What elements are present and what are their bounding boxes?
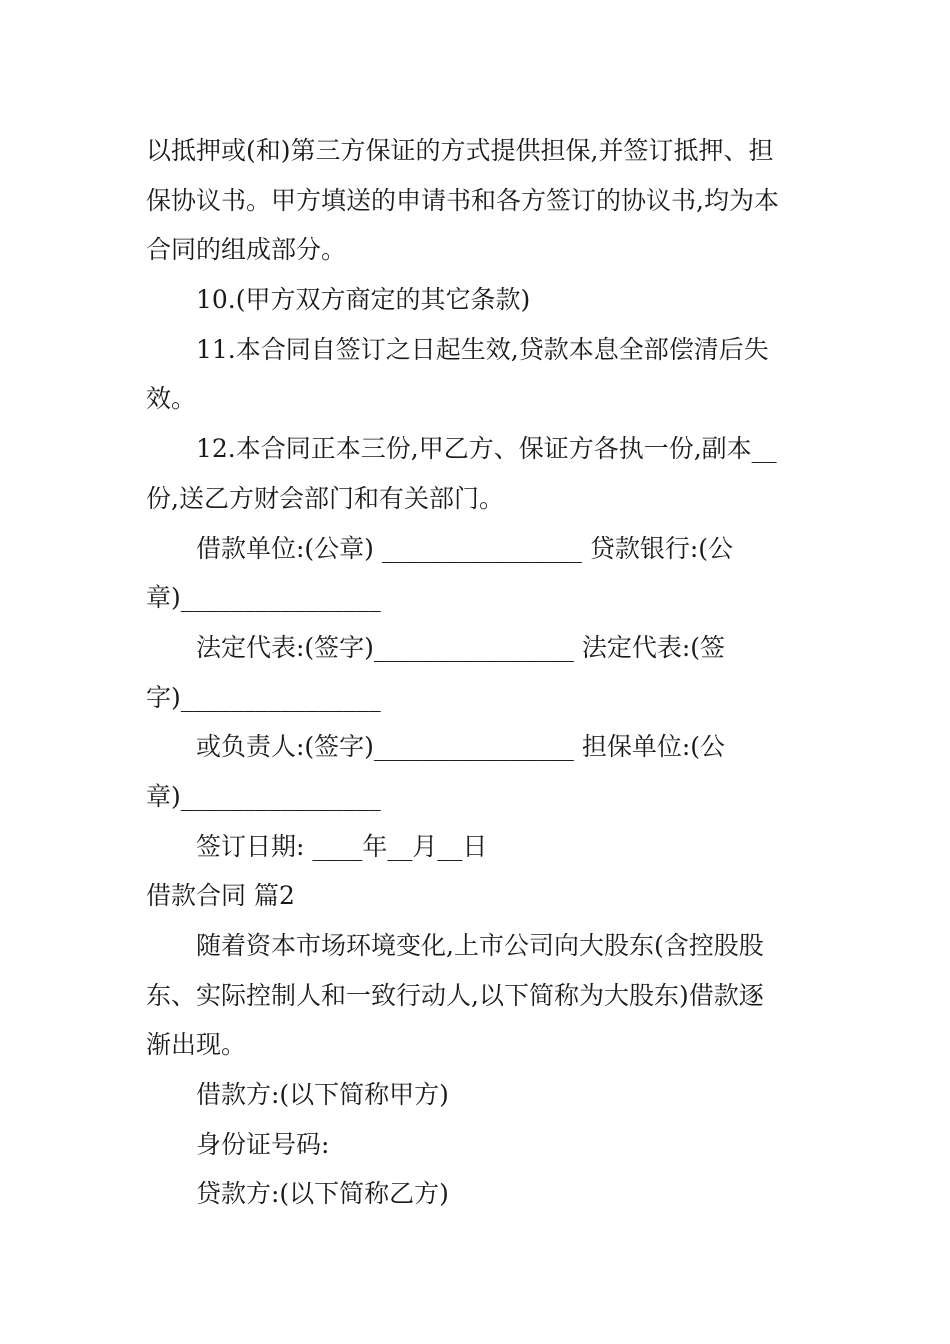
clause-12: 12.本合同正本三份,甲乙方、保证方各执一份,副本__ [196,434,777,464]
section-heading: 借款合同 篇2 [146,881,295,911]
text-line: 字)________________ [146,682,381,712]
text-line: 渐出现。 [146,1030,247,1060]
signing-date: 签订日期: ____年__月__日 [196,831,488,861]
signature-responsible-line: 或负责人:(签字)________________ 担保单位:(公 [196,732,726,762]
borrower-field: 借款方:(以下简称甲方) [196,1080,449,1110]
clause-11: 11.本合同自签订之日起生效,贷款本息全部偿清后失 [196,334,769,364]
document-body [146,126,808,1219]
lender-field: 贷款方:(以下简称乙方) [196,1179,449,1209]
signature-borrower-line: 借款单位:(公章) ________________ 贷款银行:(公 [196,533,734,563]
signature-representative-line: 法定代表:(签字)________________ 法定代表:(签 [196,632,726,662]
text-line: 效。 [146,384,197,414]
id-number-field: 身份证号码: [196,1129,330,1159]
clause-10: 10.(甲方双方商定的其它条款) [196,285,531,315]
text-line: 随着资本市场环境变化,上市公司向大股东(含控股股 [196,931,764,960]
text-line: 份,送乙方财会部门和有关部门。 [146,483,504,513]
text-line: 合同的组成部分。 [146,235,347,265]
text-line: 保协议书。甲方填送的申请书和各方签订的协议书,均为本 [146,185,779,215]
text-line: 章)________________ [146,583,381,613]
text-line: 章)________________ [146,781,381,811]
text-line: 东、实际控制人和一致行动人,以下简称为大股东)借款逐 [146,980,764,1010]
text-line: 以抵押或(和)第三方保证的方式提供担保,并签订抵押、担 [146,136,774,165]
